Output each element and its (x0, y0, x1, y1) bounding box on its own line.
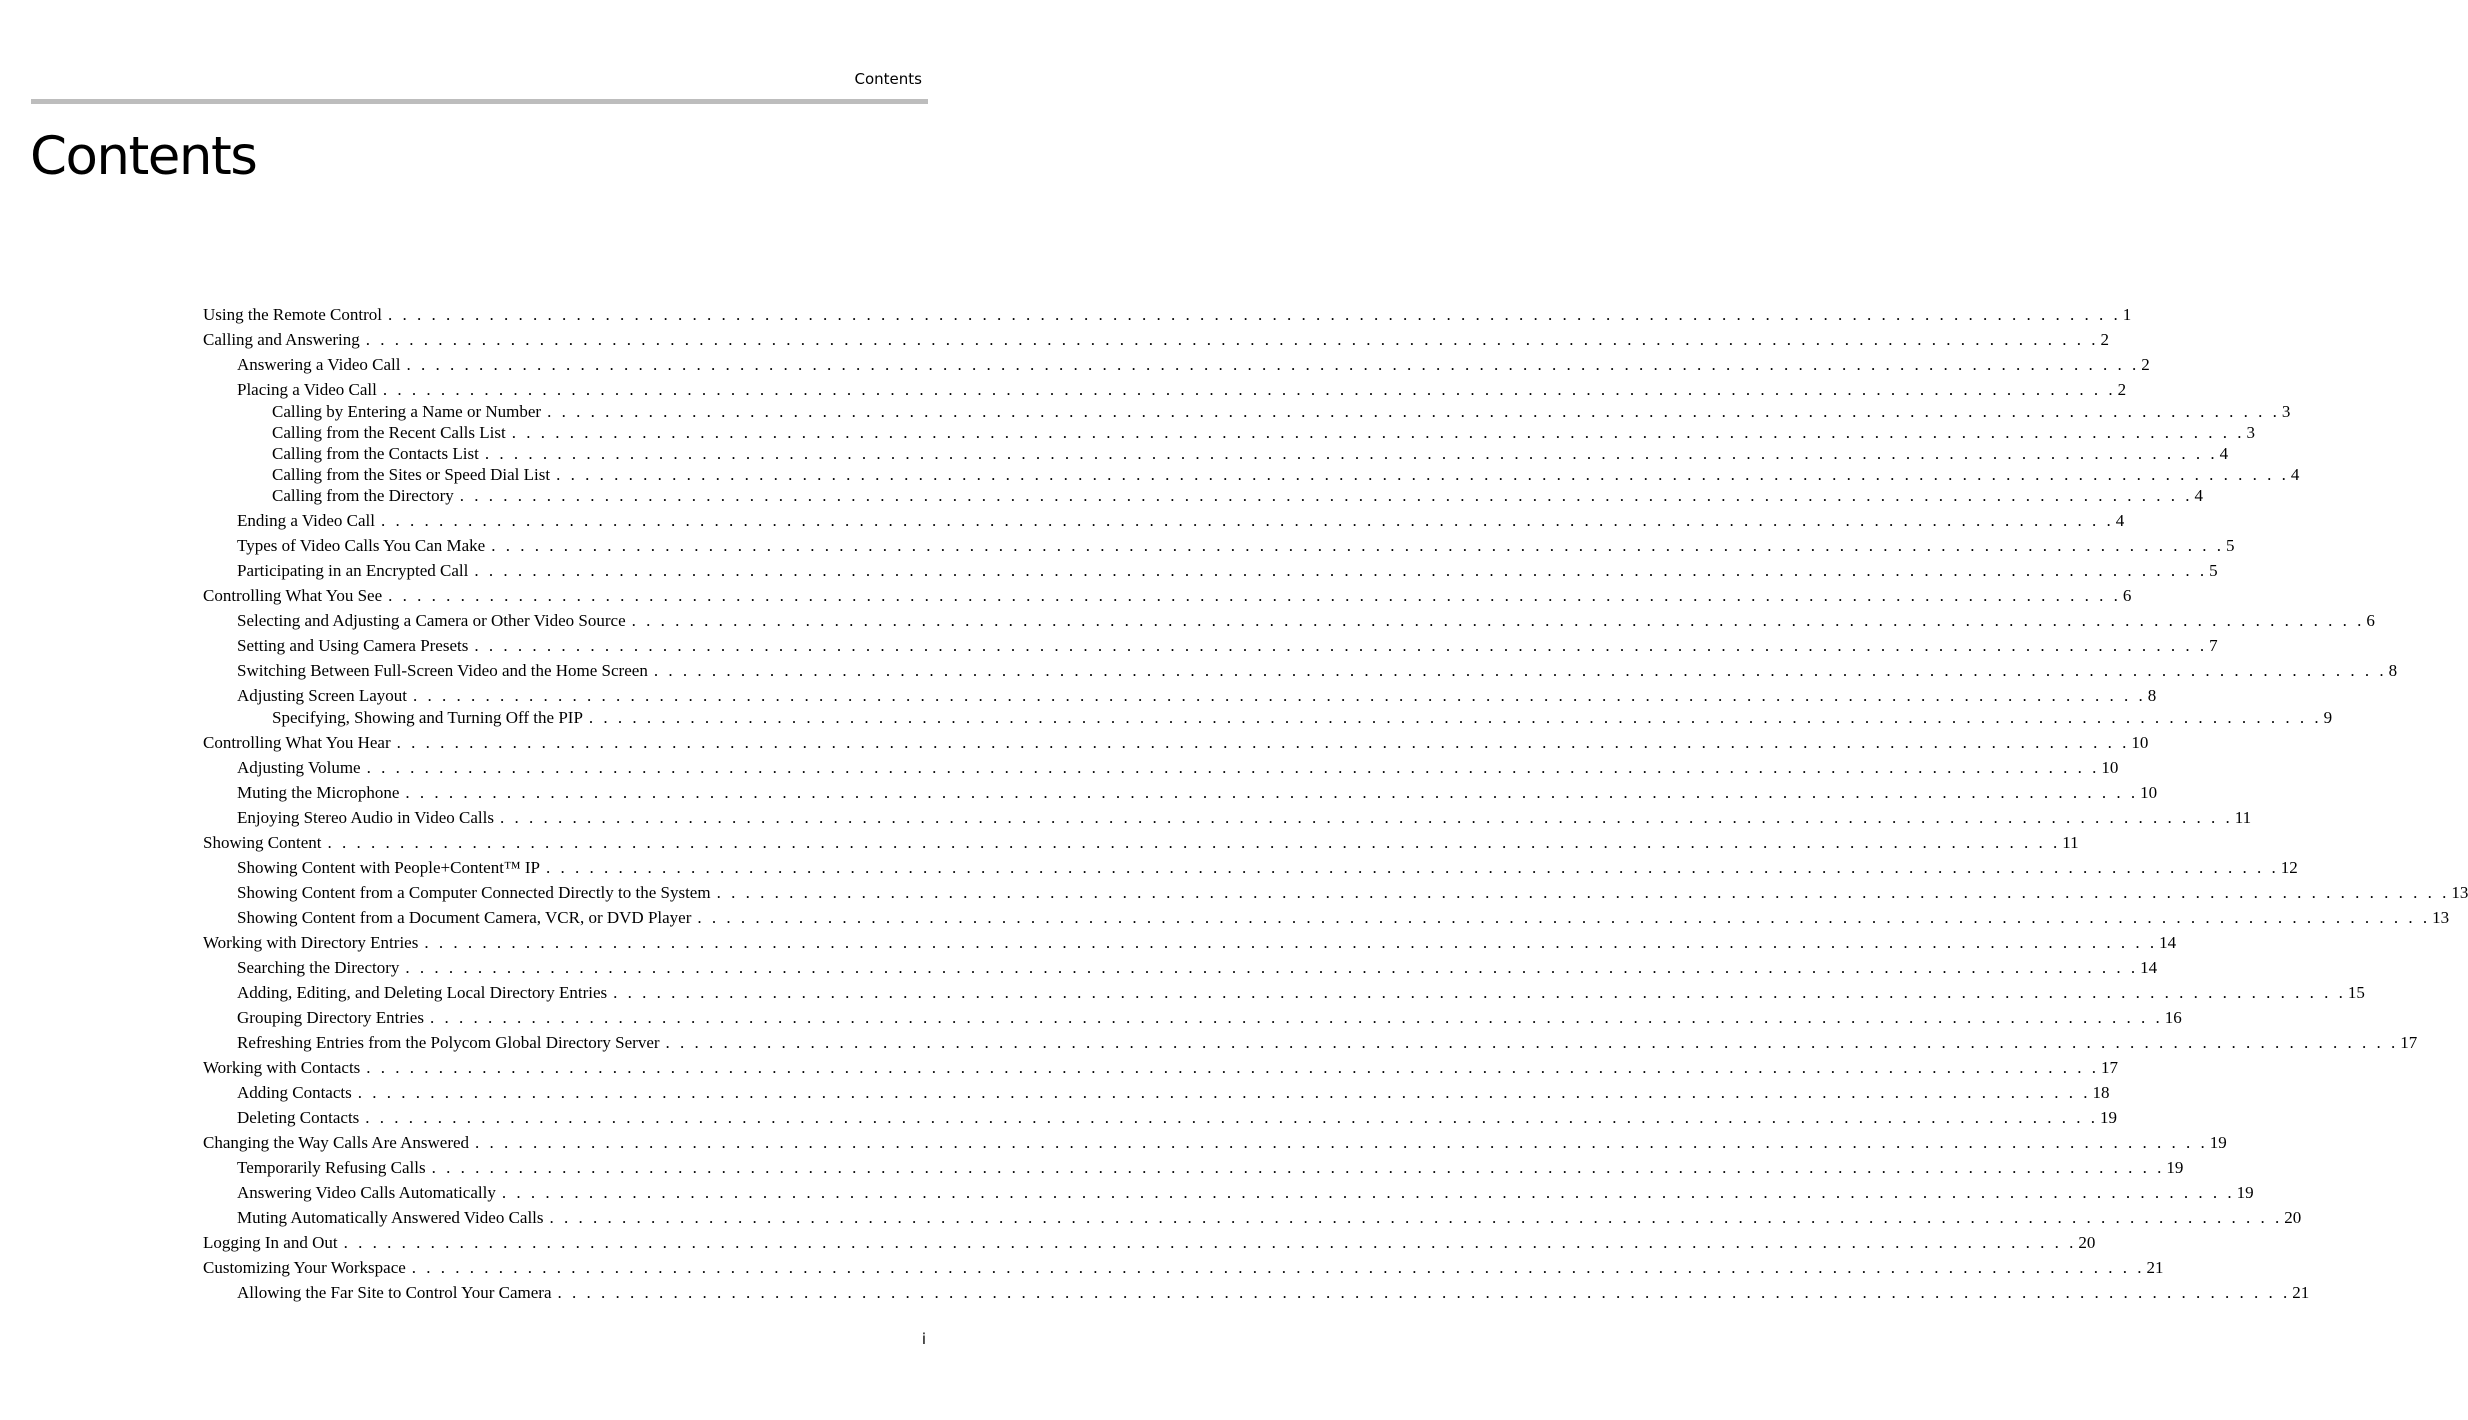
dot-leader: . . . . . . . . . . . . . . . . . . . . . . . . . . . . . . . . . . . . . . . . . . . . . . . . . . . . . . . . . . . . . . . . . . . . . . . . . . . . . . . . . . . . . . . . . . . . . . . . . . . . . . . . . . . . . . . . . . . . . . . . (474, 636, 2208, 655)
toc-entry-title: Specifying, Showing and Turning Off the PIP (272, 708, 583, 727)
toc-entry[interactable] (203, 443, 2229, 465)
toc-entry[interactable] (203, 907, 2450, 929)
toc-entry[interactable] (203, 732, 2149, 754)
toc-entry[interactable] (203, 535, 2235, 557)
toc-entry-page-number: 19 (2236, 1183, 2254, 1202)
toc-entry[interactable] (203, 857, 2298, 879)
dot-leader: . . . . . . . . . . . . . . . . . . . . . . . . . . . . . . . . . . . . . . . . . . . . . . . . . . . . . . . . . . . . . . . . . . . . . . . . . . . . . . . . . . . . . . . . . . . . . . . . . . . . . . . . . . . . . . . . . . . . . . . . (405, 783, 2139, 802)
toc-entry-title: Customizing Your Workspace (203, 1258, 406, 1277)
toc-entry-title: Using the Remote Control (203, 305, 382, 324)
toc-entry-title: Calling from the Directory (272, 486, 454, 505)
dot-leader: . . . . . . . . . . . . . . . . . . . . . . . . . . . . . . . . . . . . . . . . . . . . . . . . . . . . . . . . . . . . . . . . . . . . . . . . . . . . . . . . . . . . . . . . . . . . . . . . . . . . . . . . . . . . . . . . . . . . . . . . (396, 733, 2130, 752)
toc-entry[interactable] (203, 329, 2110, 351)
dot-leader: . . . . . . . . . . . . . . . . . . . . . . . . . . . . . . . . . . . . . . . . . . . . . . . . . . . . . . . . . . . . . . . . . . . . . . . . . . . . . . . . . . . . . . . . . . . . . . . . . . . . . . . . . . . . . . . . . . . . . . . . (474, 561, 2208, 580)
toc-entry[interactable] (203, 379, 2127, 401)
toc-entry-page-number: 10 (2101, 758, 2119, 777)
toc-entry-page-number: 19 (2166, 1158, 2184, 1177)
toc-entry-page-number: 14 (2159, 933, 2177, 952)
dot-leader: . . . . . . . . . . . . . . . . . . . . . . . . . . . . . . . . . . . . . . . . . . . . . . . . . . . . . . . . . . . . . . . . . . . . . . . . . . . . . . . . . . . . . . . . . . . . . . . . . . . . . . . . . . . . . . . . . . . . . . . . (588, 708, 2322, 727)
toc-entry[interactable] (203, 957, 2158, 979)
dot-leader: . . . . . . . . . . . . . . . . . . . . . . . . . . . . . . . . . . . . . . . . . . . . . . . . . . . . . . . . . . . . . . . . . . . . . . . . . . . . . . . . . . . . . . . . . . . . . . . . . . . . . . . . . . . . . . . . . . . . . . . . (405, 958, 2139, 977)
toc-entry[interactable] (203, 560, 2218, 582)
toc-entry-page-number: 4 (2194, 486, 2204, 505)
toc-entry[interactable] (203, 782, 2158, 804)
dot-leader: . . . . . . . . . . . . . . . . . . . . . . . . . . . . . . . . . . . . . . . . . . . . . . . . . . . . . . . . . . . . . . . . . . . . . . . . . . . . . . . . . . . . . . . . . . . . . . . . . . . . . . . . . . . . . . . . . . . . . . . . (357, 1083, 2091, 1102)
toc-entry-page-number: 1 (2122, 305, 2132, 324)
toc-entry-page-number: 15 (2347, 983, 2365, 1002)
dot-leader: . . . . . . . . . . . . . . . . . . . . . . . . . . . . . . . . . . . . . . . . . . . . . . . . . . . . . . . . . . . . . . . . . . . . . . . . . . . . . . . . . . . . . . . . . . . . . . . . . . . . . . . . . . . . . . . . . . . . . . . . (545, 858, 2279, 877)
dot-leader: . . . . . . . . . . . . . . . . . . . . . . . . . . . . . . . . . . . . . . . . . . . . . . . . . . . . . . . . . . . . . . . . . . . . . . . . . . . . . . . . . . . . . . . . . . . . . . . . . . . . . . . . . . . . . . . . . . . . . . . . (459, 486, 2193, 505)
dot-leader: . . . . . . . . . . . . . . . . . . . . . . . . . . . . . . . . . . . . . . . . . . . . . . . . . . . . . . . . . . . . . . . . . . . . . . . . . . . . . . . . . . . . . . . . . . . . . . . . . . . . . . . . . . . . . . . . . . . . . . . . (387, 305, 2121, 324)
toc-entry-page-number: 21 (2146, 1258, 2164, 1277)
toc-entry-title: Adjusting Volume (237, 758, 361, 777)
dot-leader: . . . . . . . . . . . . . . . . . . . . . . . . . . . . . . . . . . . . . . . . . . . . . . . . . . . . . . . . . . . . . . . . . . . . . . . . . . . . . . . . . . . . . . . . . . . . . . . . . . . . . . . . . . . . . . . . . . . . . . . . (613, 983, 2346, 1002)
dot-leader: . . . . . . . . . . . . . . . . . . . . . . . . . . . . . . . . . . . . . . . . . . . . . . . . . . . . . . . . . . . . . . . . . . . . . . . . . . . . . . . . . . . . . . . . . . . . . . . . . . . . . . . . . . . . . . . . . . . . . . . . (556, 465, 2289, 484)
dot-leader: . . . . . . . . . . . . . . . . . . . . . . . . . . . . . . . . . . . . . . . . . . . . . . . . . . . . . . . . . . . . . . . . . . . . . . . . . . . . . . . . . . . . . . . . . . . . . . . . . . . . . . . . . . . . . . . . . . . . . . . . (424, 933, 2158, 952)
toc-entry-title: Calling and Answering (203, 330, 360, 349)
toc-entry[interactable] (203, 882, 2468, 904)
toc-entry-page-number: 7 (2209, 636, 2218, 655)
toc-entry[interactable] (203, 982, 2365, 1004)
toc-entry[interactable] (203, 1232, 2096, 1254)
toc-entry[interactable] (203, 610, 2375, 632)
dot-leader: . . . . . . . . . . . . . . . . . . . . . . . . . . . . . . . . . . . . . . . . . . . . . . . . . . . . . . . . . . . . . . . . . . . . . . . . . . . . . . . . . . . . . . . . . . . . . . . . . . . . . . . . . . . . . . . . . . . . . . . . (343, 1233, 2077, 1252)
toc-entry-title: Grouping Directory Entries (237, 1008, 424, 1027)
toc-entry[interactable] (203, 832, 2079, 854)
toc-entry[interactable] (203, 1032, 2418, 1054)
toc-entry-title: Adding Contacts (237, 1083, 352, 1102)
toc-entry-title: Answering a Video Call (237, 355, 401, 374)
toc-entry[interactable] (203, 585, 2132, 607)
toc-entry-page-number: 18 (2092, 1083, 2110, 1102)
toc-entry-title: Calling from the Recent Calls List (272, 423, 506, 442)
toc-entry-title: Answering Video Calls Automatically (237, 1183, 496, 1202)
toc-entry-title: Showing Content with People+Content™ IP (237, 858, 540, 877)
dot-leader: . . . . . . . . . . . . . . . . . . . . . . . . . . . . . . . . . . . . . . . . . . . . . . . . . . . . . . . . . . . . . . . . . . . . . . . . . . . . . . . . . . . . . . . . . . . . . . . . . . . . . . . . . . . . . . . . . . . . . . . . (547, 402, 2280, 421)
toc-entry[interactable] (203, 1207, 2302, 1229)
running-header: Contents (854, 70, 922, 88)
page-title: Contents (30, 126, 257, 187)
toc-entry[interactable] (203, 1107, 2118, 1129)
toc-entry[interactable] (203, 304, 2132, 326)
dot-leader: . . . . . . . . . . . . . . . . . . . . . . . . . . . . . . . . . . . . . . . . . . . . . . . . . . . . . . . . . . . . . . . . . . . . . . . . . . . . . . . . . . . . . . . . . . . . . . . . . . . . . . . . . . . . . . . . . . . . . . . . (653, 661, 2387, 680)
toc-entry[interactable] (203, 660, 2398, 682)
toc-entry-title: Selecting and Adjusting a Camera or Other Video Source (237, 611, 626, 630)
toc-entry-page-number: 14 (2140, 958, 2158, 977)
page-number: i (921, 1330, 926, 1348)
toc-entry-title: Temporarily Refusing Calls (237, 1158, 426, 1177)
toc-entry[interactable] (203, 1157, 2184, 1179)
toc-entry-title: Logging In and Out (203, 1233, 338, 1252)
toc-entry-title: Placing a Video Call (237, 380, 377, 399)
toc-entry[interactable] (203, 1257, 2164, 1279)
toc-entry[interactable] (203, 635, 2218, 657)
dot-leader: . . . . . . . . . . . . . . . . . . . . . . . . . . . . . . . . . . . . . . . . . . . . . . . . . . . . . . . . . . . . . . . . . . . . . . . . . . . . . . . . . . . . . . . . . . . . . . . . . . . . . . . . . . . . . . . . . . . . . . . . (499, 808, 2233, 827)
toc-entry[interactable] (203, 757, 2119, 779)
dot-leader: . . . . . . . . . . . . . . . . . . . . . . . . . . . . . . . . . . . . . . . . . . . . . . . . . . . . . . . . . . . . . . . . . . . . . . . . . . . . . . . . . . . . . . . . . . . . . . . . . . . . . . . . . . . . . . . . . . . . . . . . (549, 1208, 2283, 1227)
dot-leader: . . . . . . . . . . . . . . . . . . . . . . . . . . . . . . . . . . . . . . . . . . . . . . . . . . . . . . . . . . . . . . . . . . . . . . . . . . . . . . . . . . . . . . . . . . . . . . . . . . . . . . . . . . . . . . . . . . . . . . . . (511, 423, 2245, 442)
toc-entry[interactable] (203, 354, 2150, 376)
dot-leader: . . . . . . . . . . . . . . . . . . . . . . . . . . . . . . . . . . . . . . . . . . . . . . . . . . . . . . . . . . . . . . . . . . . . . . . . . . . . . . . . . . . . . . . . . . . . . . . . . . . . . . . . . . . . . . . . . . . . . . . . (365, 330, 2099, 349)
toc-entry-page-number: 11 (2062, 833, 2079, 852)
toc-entry-title: Controlling What You Hear (203, 733, 391, 752)
toc-entry[interactable] (203, 401, 2291, 423)
toc-entry-page-number: 5 (2209, 561, 2218, 580)
toc-entry-title: Participating in an Encrypted Call (237, 561, 469, 580)
dot-leader: . . . . . . . . . . . . . . . . . . . . . . . . . . . . . . . . . . . . . . . . . . . . . . . . . . . . . . . . . . . . . . . . . . . . . . . . . . . . . . . . . . . . . . . . . . . . . . . . . . . . . . . . . . . . . . . . . . . . . . . . (665, 1033, 2399, 1052)
toc-entry-title: Refreshing Entries from the Polycom Global Directory Server (237, 1033, 660, 1052)
toc-entry-page-number: 3 (2246, 423, 2255, 442)
toc-entry-title: Deleting Contacts (237, 1108, 360, 1127)
toc-entry-title: Calling from the Sites or Speed Dial List (272, 465, 551, 484)
toc-entry[interactable] (203, 510, 2125, 532)
toc-entry-page-number: 17 (2400, 1033, 2418, 1052)
toc-entry-page-number: 8 (2147, 686, 2157, 705)
toc-entry-page-number: 20 (2284, 1208, 2302, 1227)
toc-entry-title: Working with Contacts (203, 1058, 361, 1077)
toc-entry-page-number: 3 (2281, 402, 2291, 421)
dot-leader: . . . . . . . . . . . . . . . . . . . . . . . . . . . . . . . . . . . . . . . . . . . . . . . . . . . . . . . . . . . . . . . . . . . . . . . . . . . . . . . . . . . . . . . . . . . . . . . . . . . . . . . . . . . . . . . . . . . . . . . . (484, 444, 2218, 463)
toc-entry-page-number: 11 (2234, 808, 2252, 827)
toc-entry-page-number: 10 (2131, 733, 2149, 752)
toc-entry-title: Muting the Microphone (237, 783, 400, 802)
toc-entry-page-number: 12 (2280, 858, 2298, 877)
dot-leader: . . . . . . . . . . . . . . . . . . . . . . . . . . . . . . . . . . . . . . . . . . . . . . . . . . . . . . . . . . . . . . . . . . . . . . . . . . . . . . . . . . . . . . . . . . . . . . . . . . . . . . . . . . . . . . . . . . . . . . . . (631, 611, 2365, 630)
toc-entry-page-number: 13 (2451, 883, 2468, 902)
toc-entry-page-number: 20 (2078, 1233, 2096, 1252)
toc-entry[interactable] (203, 685, 2157, 707)
dot-leader: . . . . . . . . . . . . . . . . . . . . . . . . . . . . . . . . . . . . . . . . . . . . . . . . . . . . . . . . . . . . . . . . . . . . . . . . . . . . . . . . . . . . . . . . . . . . . . . . . . . . . . . . . . . . . . . . . . . . . . . . (501, 1183, 2235, 1202)
header-rule (31, 99, 928, 104)
toc-entry-title: Changing the Way Calls Are Answered (203, 1133, 470, 1152)
toc-entry[interactable] (203, 1082, 2110, 1104)
toc-entry-title: Showing Content from a Document Camera, VCR, or DVD Player (237, 908, 692, 927)
dot-leader: . . . . . . . . . . . . . . . . . . . . . . . . . . . . . . . . . . . . . . . . . . . . . . . . . . . . . . . . . . . . . . . . . . . . . . . . . . . . . . . . . . . . . . . . . . . . . . . . . . . . . . . . . . . . . . . . . . . . . . . . (365, 1108, 2099, 1127)
dot-leader: . . . . . . . . . . . . . . . . . . . . . . . . . . . . . . . . . . . . . . . . . . . . . . . . . . . . . . . . . . . . . . . . . . . . . . . . . . . . . . . . . . . . . . . . . . . . . . . . . . . . . . . . . . . . . . . . . . . . . . . . (429, 1008, 2163, 1027)
dot-leader: . . . . . . . . . . . . . . . . . . . . . . . . . . . . . . . . . . . . . . . . . . . . . . . . . . . . . . . . . . . . . . . . . . . . . . . . . . . . . . . . . . . . . . . . . . . . . . . . . . . . . . . . . . . . . . . . . . . . . . . . (382, 380, 2116, 399)
toc-entry-page-number: 9 (2323, 708, 2333, 727)
toc-entry-page-number: 4 (2115, 511, 2125, 530)
toc-entry-page-number: 2 (2141, 355, 2150, 374)
toc-entry-title: Controlling What You See (203, 586, 383, 605)
toc-entry-page-number: 19 (2100, 1108, 2118, 1127)
dot-leader: . . . . . . . . . . . . . . . . . . . . . . . . . . . . . . . . . . . . . . . . . . . . . . . . . . . . . . . . . . . . . . . . . . . . . . . . . . . . . . . . . . . . . . . . . . . . . . . . . . . . . . . . . . . . . . . . . . . . . . . . (491, 536, 2224, 555)
toc-entry[interactable] (203, 464, 2300, 486)
toc-entry-page-number: 4 (2219, 444, 2229, 463)
toc-entry-page-number: 5 (2225, 536, 2235, 555)
dot-leader: . . . . . . . . . . . . . . . . . . . . . . . . . . . . . . . . . . . . . . . . . . . . . . . . . . . . . . . . . . . . . . . . . . . . . . . . . . . . . . . . . . . . . . . . . . . . . . . . . . . . . . . . . . . . . . . . . . . . . . . . (366, 1058, 2100, 1077)
dot-leader: . . . . . . . . . . . . . . . . . . . . . . . . . . . . . . . . . . . . . . . . . . . . . . . . . . . . . . . . . . . . . . . . . . . . . . . . . . . . . . . . . . . . . . . . . . . . . . . . . . . . . . . . . . . . . . . . . . . . . . . . (697, 908, 2431, 927)
toc-entry-page-number: 8 (2388, 661, 2398, 680)
toc-entry[interactable] (203, 932, 2177, 954)
toc-entry[interactable] (203, 1132, 2227, 1154)
dot-leader: . . . . . . . . . . . . . . . . . . . . . . . . . . . . . . . . . . . . . . . . . . . . . . . . . . . . . . . . . . . . . . . . . . . . . . . . . . . . . . . . . . . . . . . . . . . . . . . . . . . . . . . . . . . . . . . . . . . . . . . . (406, 355, 2140, 374)
toc-entry[interactable] (203, 1282, 2310, 1304)
dot-leader: . . . . . . . . . . . . . . . . . . . . . . . . . . . . . . . . . . . . . . . . . . . . . . . . . . . . . . . . . . . . . . . . . . . . . . . . . . . . . . . . . . . . . . . . . . . . . . . . . . . . . . . . . . . . . . . . . . . . . . . . (388, 586, 2121, 605)
dot-leader: . . . . . . . . . . . . . . . . . . . . . . . . . . . . . . . . . . . . . . . . . . . . . . . . . . . . . . . . . . . . . . . . . . . . . . . . . . . . . . . . . . . . . . . . . . . . . . . . . . . . . . . . . . . . . . . . . . . . . . . . (327, 833, 2061, 852)
toc-entry[interactable] (203, 422, 2255, 444)
toc-entry-title: Working with Directory Entries (203, 933, 419, 952)
toc-entry-page-number: 13 (2432, 908, 2450, 927)
dot-leader: . . . . . . . . . . . . . . . . . . . . . . . . . . . . . . . . . . . . . . . . . . . . . . . . . . . . . . . . . . . . . . . . . . . . . . . . . . . . . . . . . . . . . . . . . . . . . . . . . . . . . . . . . . . . . . . . . . . . . . . . (716, 883, 2450, 902)
toc-entry[interactable] (203, 1182, 2254, 1204)
dot-leader: . . . . . . . . . . . . . . . . . . . . . . . . . . . . . . . . . . . . . . . . . . . . . . . . . . . . . . . . . . . . . . . . . . . . . . . . . . . . . . . . . . . . . . . . . . . . . . . . . . . . . . . . . . . . . . . . . . . . . . . . (366, 758, 2100, 777)
toc-entry-title: Showing Content from a Computer Connected Directly to the System (237, 883, 711, 902)
toc-entry-title: Adding, Editing, and Deleting Local Directory Entries (237, 983, 608, 1002)
toc-entry-page-number: 16 (2164, 1008, 2182, 1027)
dot-leader: . . . . . . . . . . . . . . . . . . . . . . . . . . . . . . . . . . . . . . . . . . . . . . . . . . . . . . . . . . . . . . . . . . . . . . . . . . . . . . . . . . . . . . . . . . . . . . . . . . . . . . . . . . . . . . . . . . . . . . . . (431, 1158, 2165, 1177)
toc-entry-title: Setting and Using Camera Presets (237, 636, 469, 655)
dot-leader: . . . . . . . . . . . . . . . . . . . . . . . . . . . . . . . . . . . . . . . . . . . . . . . . . . . . . . . . . . . . . . . . . . . . . . . . . . . . . . . . . . . . . . . . . . . . . . . . . . . . . . . . . . . . . . . . . . . . . . . . (411, 1258, 2145, 1277)
toc-entry-title: Allowing the Far Site to Control Your Camera (237, 1283, 552, 1302)
toc-entry-page-number: 2 (2100, 330, 2110, 349)
toc-entry-title: Calling by Entering a Name or Number (272, 402, 542, 421)
toc-entry[interactable] (203, 807, 2252, 829)
toc-entry-page-number: 19 (2209, 1133, 2227, 1152)
dot-leader: . . . . . . . . . . . . . . . . . . . . . . . . . . . . . . . . . . . . . . . . . . . . . . . . . . . . . . . . . . . . . . . . . . . . . . . . . . . . . . . . . . . . . . . . . . . . . . . . . . . . . . . . . . . . . . . . . . . . . . . . (557, 1283, 2291, 1302)
toc-entry-page-number: 2 (2117, 380, 2127, 399)
toc-entry-title: Calling from the Contacts List (272, 444, 479, 463)
toc-entry[interactable] (203, 485, 2204, 507)
dot-leader: . . . . . . . . . . . . . . . . . . . . . . . . . . . . . . . . . . . . . . . . . . . . . . . . . . . . . . . . . . . . . . . . . . . . . . . . . . . . . . . . . . . . . . . . . . . . . . . . . . . . . . . . . . . . . . . . . . . . . . . . (412, 686, 2146, 705)
toc-entry-title: Showing Content (203, 833, 322, 852)
toc-entry-title: Searching the Directory (237, 958, 400, 977)
toc-entry-title: Muting Automatically Answered Video Calls (237, 1208, 544, 1227)
dot-leader: . . . . . . . . . . . . . . . . . . . . . . . . . . . . . . . . . . . . . . . . . . . . . . . . . . . . . . . . . . . . . . . . . . . . . . . . . . . . . . . . . . . . . . . . . . . . . . . . . . . . . . . . . . . . . . . . . . . . . . . . (380, 511, 2114, 530)
toc-entry-page-number: 21 (2292, 1283, 2310, 1302)
toc-entry-page-number: 4 (2290, 465, 2300, 484)
toc-entry[interactable] (203, 1007, 2182, 1029)
toc-entry-title: Adjusting Screen Layout (237, 686, 407, 705)
toc-entry-page-number: 17 (2101, 1058, 2119, 1077)
toc-entry[interactable] (203, 707, 2333, 729)
toc-entry-title: Switching Between Full-Screen Video and the Home Screen (237, 661, 648, 680)
toc-entry-title: Types of Video Calls You Can Make (237, 536, 486, 555)
toc-entry-title: Enjoying Stereo Audio in Video Calls (237, 808, 494, 827)
toc-entry-title: Ending a Video Call (237, 511, 375, 530)
toc-entry-page-number: 6 (2122, 586, 2132, 605)
toc-entry[interactable] (203, 1057, 2119, 1079)
toc-entry-page-number: 10 (2140, 783, 2158, 802)
dot-leader: . . . . . . . . . . . . . . . . . . . . . . . . . . . . . . . . . . . . . . . . . . . . . . . . . . . . . . . . . . . . . . . . . . . . . . . . . . . . . . . . . . . . . . . . . . . . . . . . . . . . . . . . . . . . . . . . . . . . . . . . (475, 1133, 2208, 1152)
toc-entry-page-number: 6 (2366, 611, 2375, 630)
